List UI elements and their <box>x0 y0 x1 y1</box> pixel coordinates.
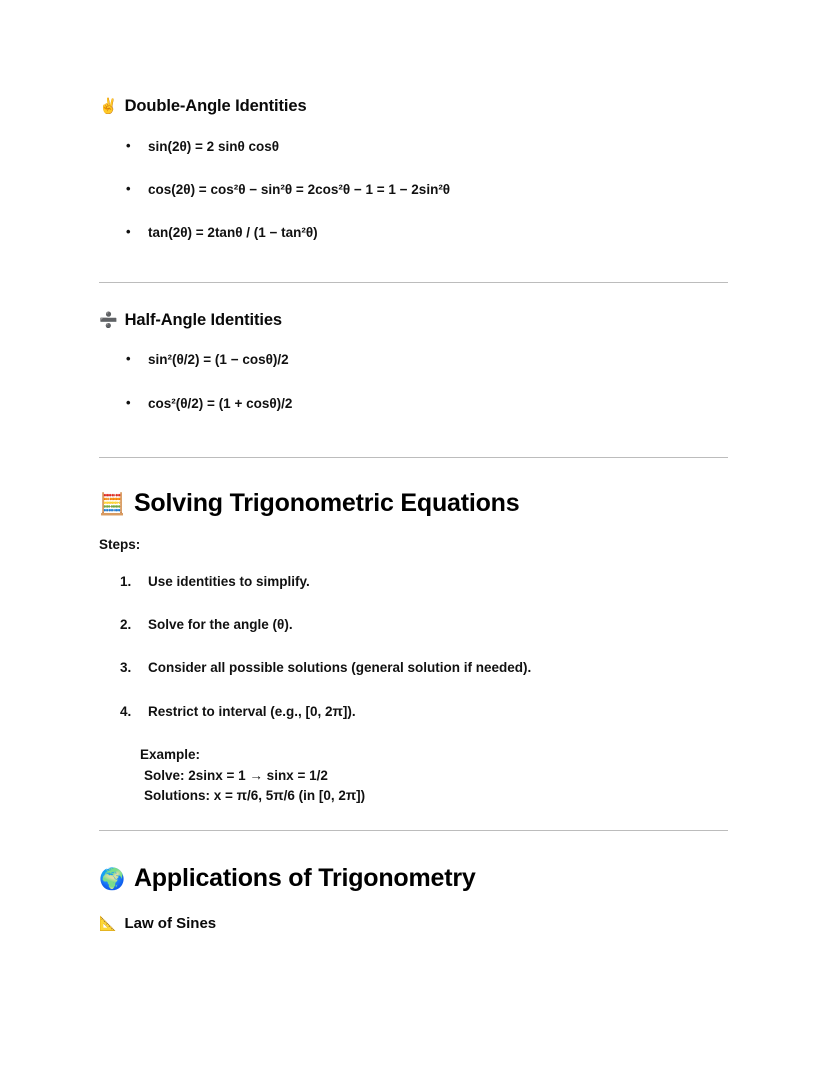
globe-earth-icon: 🌍 <box>99 866 125 891</box>
abacus-icon: 🧮 <box>99 491 125 516</box>
step-number: 2. <box>120 617 132 633</box>
list-item <box>99 703 531 721</box>
list-item: • cos(2θ) = cos²θ − sin²θ = 2cos²θ − 1 = 1 − 2sin²θ <box>99 181 450 199</box>
example-line: Solutions: x = π/6, 5π/6 (in [0, 2π]) <box>144 788 366 804</box>
heading-text: Solving Trigonometric Equations <box>133 489 520 517</box>
heading-text: Half-Angle Identities <box>124 311 282 329</box>
division-sign-icon: ➗ <box>99 310 118 329</box>
step-number: 3. <box>120 660 132 676</box>
heading-half-angle-identities <box>99 310 282 331</box>
list-item <box>99 616 531 634</box>
step-text: Restrict to interval (e.g., [0, 2π]). <box>148 703 356 719</box>
heading-applications-of-trigonometry <box>99 863 476 894</box>
list-item <box>99 659 531 677</box>
heading-text: Double-Angle Identities <box>124 97 307 115</box>
step-number: 1. <box>120 574 132 589</box>
list-item: • sin²(θ/2) = (1 − cosθ)/2 <box>99 351 292 369</box>
list-item: • cos²(θ/2) = (1 + cosθ)/2 <box>99 395 292 413</box>
list-double-angle-identities <box>99 138 450 243</box>
example-line: Solve: 2sinx = 1 → sinx = 1/2 <box>144 767 328 783</box>
heading-solving-trigonometric-equations <box>99 488 519 519</box>
example-block <box>99 745 365 807</box>
heading-text: Applications of Trigonometry <box>133 864 476 892</box>
list-item <box>99 573 531 591</box>
victory-hand-icon: ✌️ <box>99 96 118 115</box>
section-divider <box>99 457 728 458</box>
steps-label: Steps: <box>99 537 141 552</box>
triangular-ruler-icon: 📐 <box>99 915 117 932</box>
step-number: 4. <box>120 703 132 719</box>
list-item: • tan(2θ) = 2tanθ / (1 − tan²θ) <box>99 224 450 242</box>
heading-text: Law of Sines <box>124 915 217 932</box>
step-text: Solve for the angle (θ). <box>148 617 293 633</box>
step-text: Use identities to simplify. <box>148 574 310 589</box>
heading-double-angle-identities <box>99 96 307 117</box>
example-title: Example: <box>140 747 201 762</box>
step-text: Consider all possible solutions (general solution if needed). <box>148 660 532 676</box>
heading-law-of-sines <box>99 914 216 934</box>
list-half-angle-identities <box>99 351 292 413</box>
section-divider <box>99 282 728 283</box>
list-solving-steps <box>99 573 531 721</box>
section-divider <box>99 830 728 831</box>
list-item: • sin(2θ) = 2 sinθ cosθ <box>99 138 450 156</box>
